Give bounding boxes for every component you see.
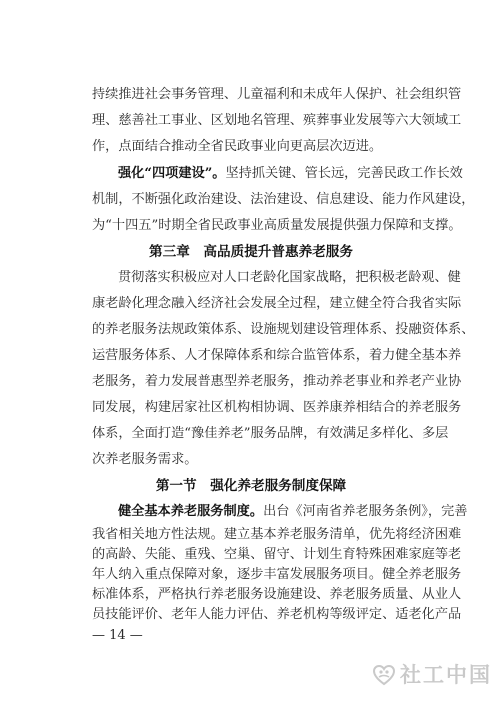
body-text-line: 作，点面结合推动全省民政事业向更高层次迈进。 xyxy=(92,139,383,154)
body-text-line: 同发展，构建居家社区机构相协调、医养康养相结合的养老服务 xyxy=(92,400,462,415)
body-text-line: 贯彻落实积极应对人口老龄化国家战略，把积极老龄观、健 xyxy=(118,270,461,285)
body-text-line xyxy=(118,164,463,184)
paragraph-lead-bold: 强化“四项建设”。 xyxy=(118,166,226,181)
section-heading: 第一节 强化养老服务制度保障 xyxy=(155,478,347,494)
page-number: — 14 — xyxy=(92,628,143,643)
paragraph-lead-bold: 健全基本养老服务制度。 xyxy=(118,504,264,519)
heart-people-logo-icon xyxy=(372,663,396,687)
body-text-line: 员技能评价、老年人能力评估、养老机构等级评定、适老化产品 xyxy=(92,607,462,622)
body-text-line: 次养老服务需求。 xyxy=(92,452,198,467)
watermark-text: 社工中国 xyxy=(400,663,492,687)
body-text-line: 康老龄化理念融入经济社会发展全过程，建立健全符合我省实际 xyxy=(92,296,462,311)
body-text-line xyxy=(118,502,468,522)
body-text-line: 我省相关地方性法规。建立基本养老服务清单，优先将经济困难 xyxy=(92,527,462,542)
body-text-line: 运营服务体系、人才保障体系和综合监管体系，着力健全基本养 xyxy=(92,348,462,363)
watermark xyxy=(372,660,492,690)
body-text-line: 为“十四五”时期全省民政事业高质量发展提供强力保障和支撑。 xyxy=(92,218,462,233)
body-text-line: 标准体系，严格执行养老服务设施建设、养老服务质量、从业人 xyxy=(92,587,462,602)
body-text-span: 坚持抓关键、管长远，完善民政工作长效 xyxy=(225,166,463,181)
body-text-line: 年人纳入重点保障对象，逐步丰富发展服务项目。健全养老服务 xyxy=(92,567,462,582)
chapter-heading: 第三章 高品质提升普惠养老服务 xyxy=(149,244,353,260)
body-text-line: 体系，全面打造“豫佳养老”服务品牌，有效满足多样化、多层 xyxy=(92,426,449,441)
body-text-line: 老服务，着力发展普惠型养老服务，推动养老事业和养老产业协 xyxy=(92,374,462,389)
body-text-line: 理、慈善社工事业、区划地名管理、殡葬事业发展等六大领域工 xyxy=(92,113,462,128)
body-text-line: 机制，不断强化政治建设、法治建设、信息建设、能力作风建设， xyxy=(92,192,475,207)
body-text-line: 的养老服务法规政策体系、设施规划建设管理体系、投融资体系、 xyxy=(92,322,475,337)
body-text-span: 出台《河南省养老服务条例》，完善 xyxy=(263,504,468,519)
body-text-line: 的高龄、失能、重残、空巢、留守、计划生育特殊困难家庭等老 xyxy=(92,547,462,562)
body-text-line: 持续推进社会事务管理、儿童福利和未成年人保护、社会组织管 xyxy=(92,87,462,102)
